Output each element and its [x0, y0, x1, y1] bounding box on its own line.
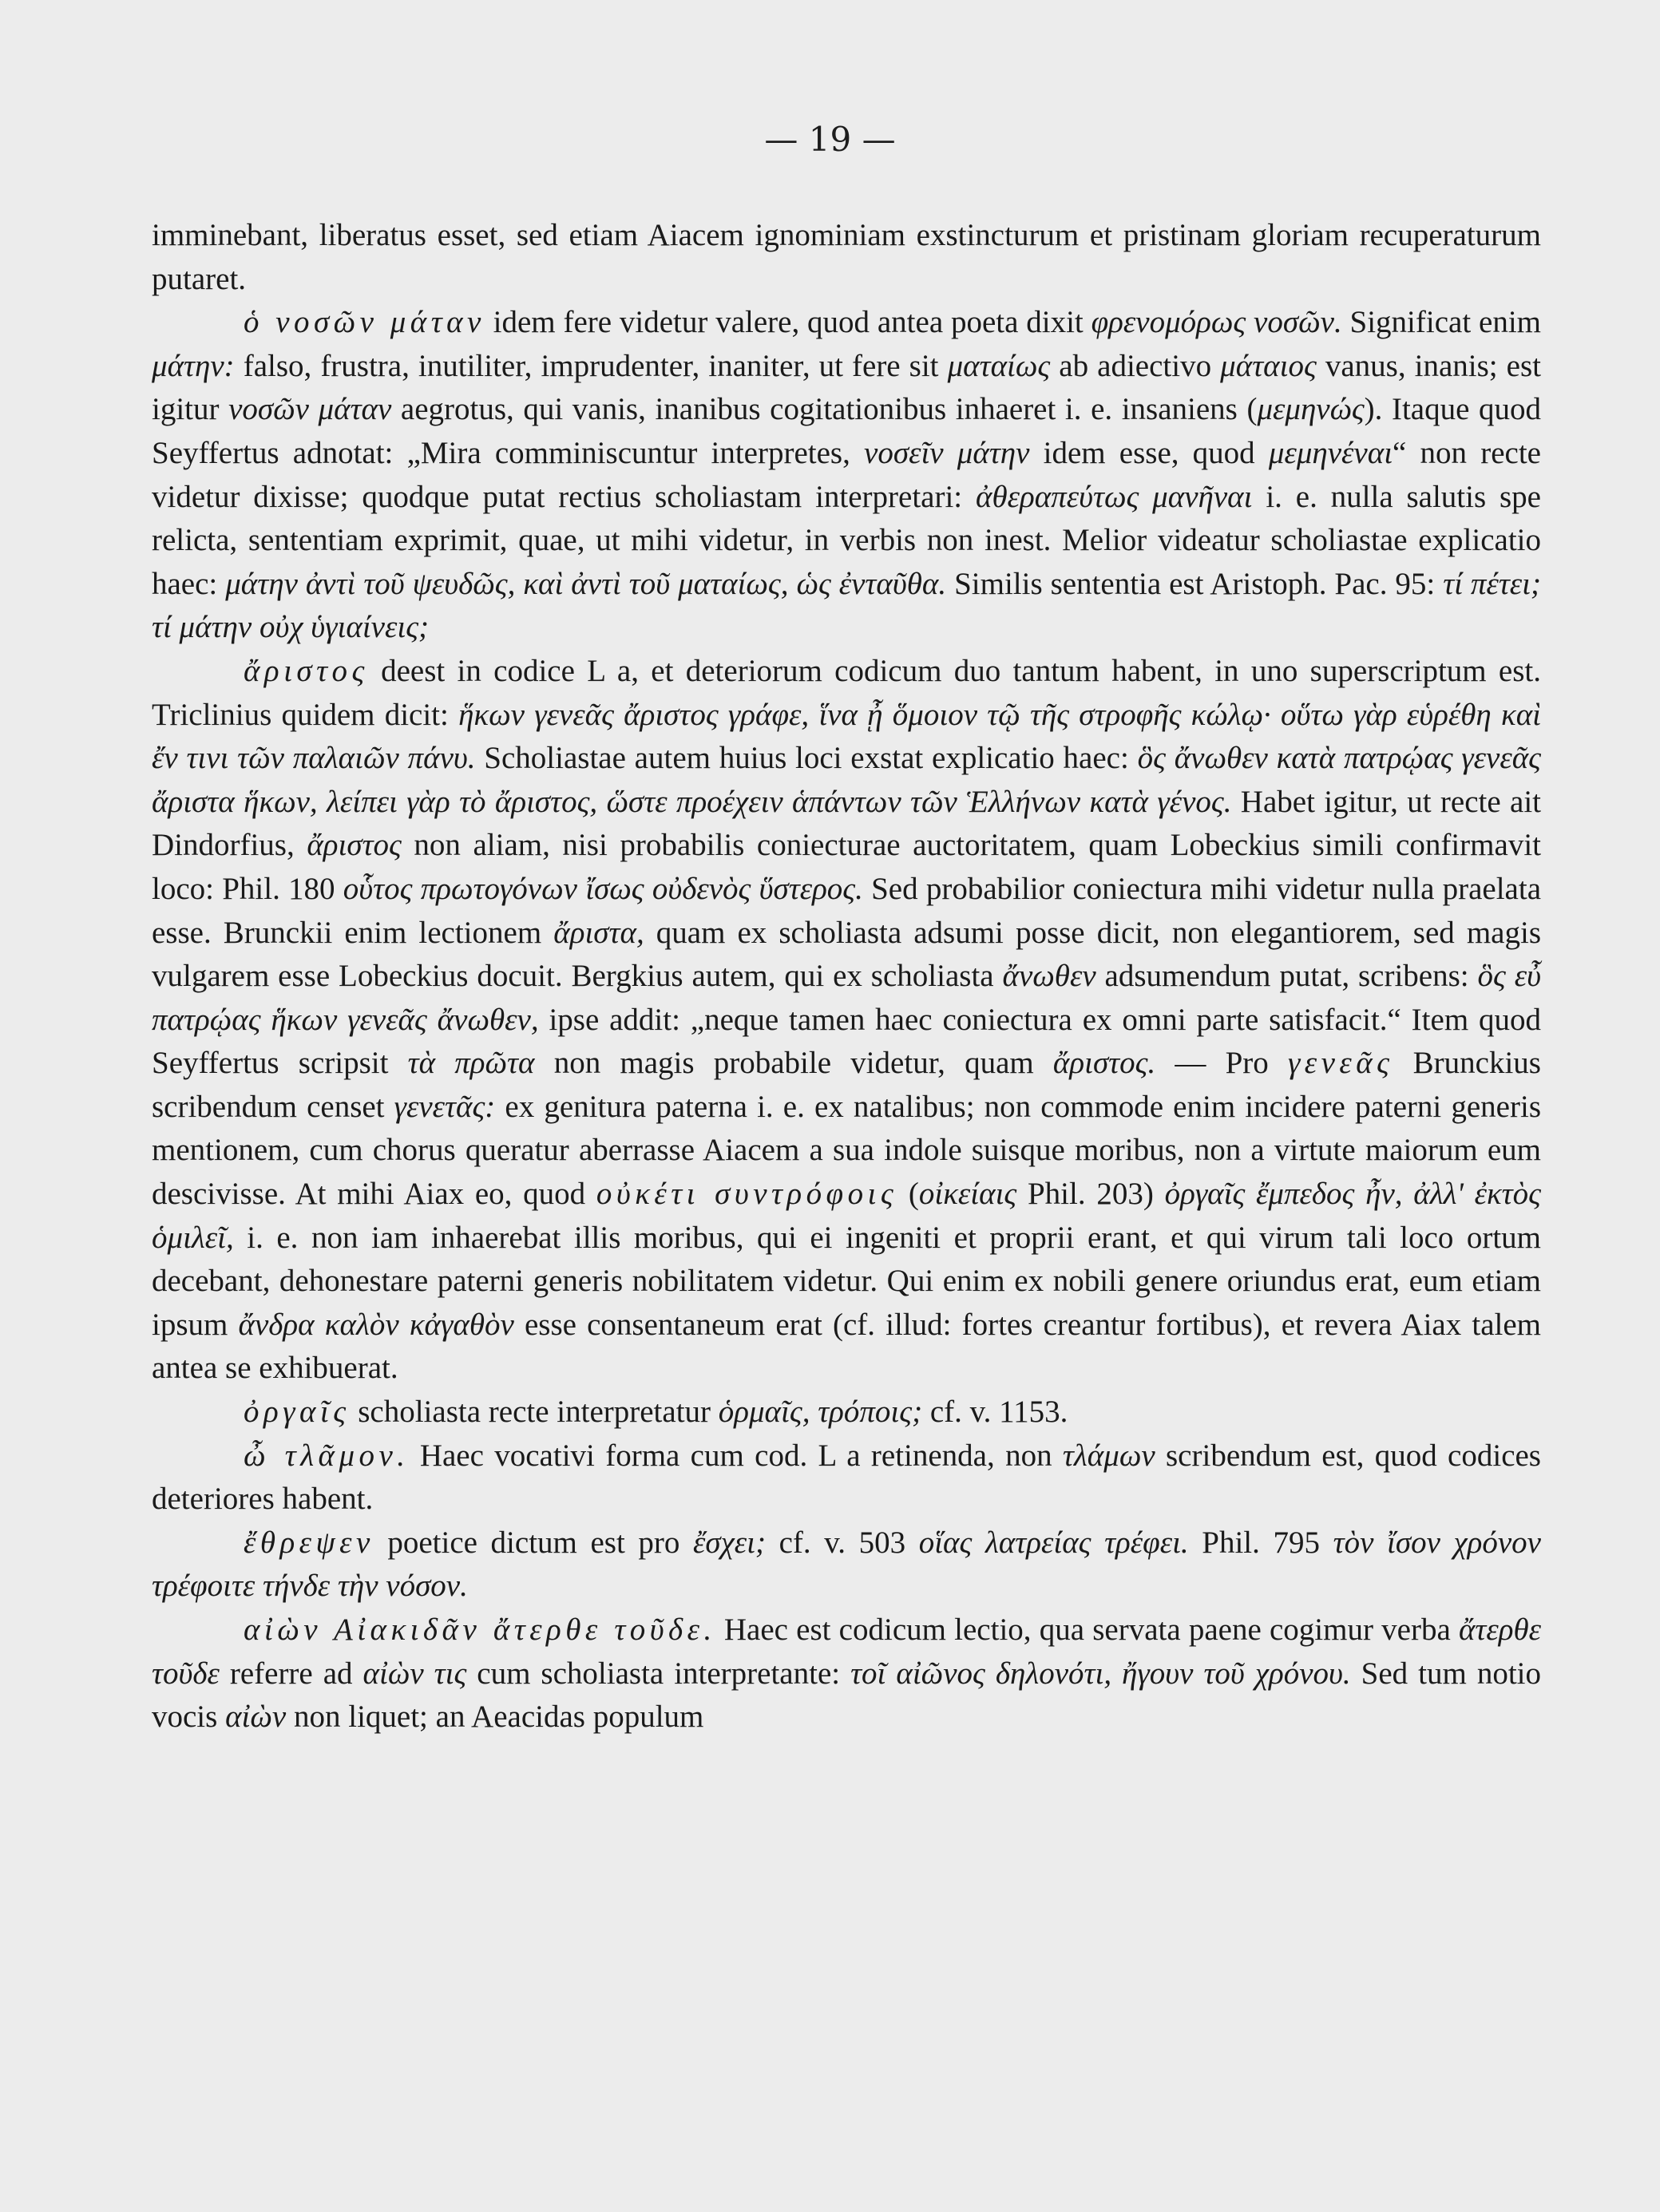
text-run: non liquet; an Aeacidas populum — [286, 1700, 704, 1735]
greek-quote: ὃς ἄνωθεν κατὰ πατρῴας γενεᾶς ἄριστα ἥκων, λείπει γὰρ τὸ ἄριστος, ὥστε προέχειν ἁπάντων τῶν Ἑλλήνων κατὰ γένος. — [152, 741, 1541, 819]
paragraph — [152, 1434, 1541, 1521]
text-run: falso, frustra, inutiliter, imprudenter, inaniter, ut fere sit — [234, 348, 948, 383]
paragraph — [152, 301, 1541, 650]
text-run: cf. v. 503 — [765, 1525, 919, 1560]
greek-quote: ἄνωθεν — [1002, 959, 1096, 994]
text-run: Scholiastae autem huius loci exstat explicatio haec: — [475, 741, 1138, 776]
text-run: i. e. non iam inhaerebat illis moribus, qui ei ingeniti et proprii erant, et qui virum tali loco ortum decebant, dehonestare paterni generis nobilitatem videtur. Qui enim ex nobili genere oriundus erat, eum etiam ipsum — [152, 1220, 1541, 1342]
lemma: ἄριστος — [244, 653, 369, 688]
text-run: poetice dictum est pro — [374, 1525, 694, 1560]
text-run: ( — [897, 1177, 919, 1212]
greek-quote: μεμηνέναι — [1268, 435, 1393, 470]
text-run: Phil. 203) — [1016, 1177, 1165, 1212]
paragraph — [152, 1521, 1541, 1609]
greek-quote: οἰκείαις — [918, 1177, 1017, 1212]
greek-quote: αἰὼν — [225, 1700, 287, 1735]
greek-quote: γενετᾶς: — [394, 1089, 496, 1124]
text-run: ipse addit: „neque tamen haec coniectura ex omni parte satisfacit.“ Item quod Seyffertus scripsit — [152, 1002, 1541, 1081]
greek-quote: οὗτος πρωτογόνων ἴσως οὐδενὸς ὕστερος. — [343, 871, 863, 906]
greek-quote: τί πέτει; τί μάτην οὐχ ὑγιαίνεις; — [152, 566, 1541, 645]
text-run: ). Itaque quod Seyffertus adnotat: „Mira comminiscuntur interpretes, — [152, 392, 1541, 470]
greek-quote: ἀθεραπεύτως μανῆναι — [976, 479, 1253, 514]
text-run: adsumendum putat, scribens: — [1095, 959, 1478, 994]
greek-quote: ἄριστος — [307, 828, 402, 863]
text-run: referre ad — [219, 1656, 363, 1691]
text-run: cum scholiasta interpretante: — [466, 1656, 851, 1691]
greek-quote: τοῖ αἰῶνος δηλονότι, ἤγουν τοῦ χρόνου. — [850, 1656, 1351, 1691]
paragraph — [152, 1391, 1541, 1434]
greek-quote: μάτην ἀντὶ τοῦ ψευδῶς, καὶ ἀντὶ τοῦ ματαίως, ὡς ἐνταῦθα. — [225, 566, 947, 601]
text-run: non magis probabile videtur, quam — [534, 1046, 1053, 1081]
greek-quote: μάτην: — [152, 348, 235, 383]
text-run: ab adiectivo — [1050, 348, 1221, 383]
greek-quote: ὀργαῖς ἔμπεδος ἦν, ἀλλ' ἐκτὸς ὁμιλεῖ, — [152, 1177, 1541, 1255]
greek-quote: τὰ πρῶτα — [407, 1046, 535, 1081]
text-run: “ non recte videtur dixisse; quodque putat rectius scholiastam interpretari: — [152, 435, 1541, 514]
lemma: αἰὼν Αἰακιδᾶν ἄτερθε τοῦδε. — [244, 1613, 716, 1647]
lemma: ὁ νοσῶν μάταν — [244, 305, 485, 340]
greek-quote: ὁρμαῖς, τρόποις; — [718, 1395, 923, 1430]
greek-quote: ἄτερθε τοῦδε — [152, 1613, 1541, 1691]
text-run: ex genitura paterna i. e. ex natalibus; non commode enim incidere paterni generis mentionem, cum chorus queratur aberrasse Aiacem a sua indole suisque moribus, non a virtute maiorum eum descivisse. At mihi Aiax eo, quod — [152, 1089, 1541, 1212]
page-number: — 19 — — [764, 120, 896, 159]
paragraph — [152, 214, 1541, 301]
text-run: idem esse, quod — [1029, 435, 1269, 470]
lemma: γενεᾶς — [1287, 1046, 1394, 1081]
lemma: ὀργαῖς — [244, 1395, 351, 1430]
text-run: non aliam, nisi probabilis coniecturae auctoritatem, quam Lobeckius simili confirmavit loco: Phil. 180 — [152, 828, 1541, 906]
greek-quote: ἄριστα, — [553, 915, 644, 950]
greek-quote: νοσεῖν μάτην — [864, 435, 1030, 470]
greek-quote: ἄνδρα καλὸν κἀγαθὸν — [238, 1307, 514, 1342]
text-run: Similis sententia est Aristoph. Pac. 95: — [946, 566, 1444, 601]
text-run: aegrotus, qui vanis, inanibus cogitationibus inhaeret i. e. insaniens ( — [391, 392, 1258, 427]
lemma: ἔθρεψεν — [244, 1525, 374, 1560]
greek-quote: τλάμων — [1062, 1438, 1155, 1473]
paragraph — [152, 650, 1541, 1391]
text-run: Haec vocativi forma cum cod. L a retinenda, non — [409, 1438, 1063, 1473]
text-run: scholiasta recte interpretatur — [350, 1395, 719, 1430]
greek-quote: νοσῶν μάταν — [228, 392, 392, 427]
text-run: Habet igitur, ut recte ait Dindorfius, — [152, 784, 1541, 863]
greek-quote: ματαίως — [947, 348, 1051, 383]
text-run: — Pro — [1155, 1046, 1288, 1081]
greek-quote: φρενομόρως νοσῶν. — [1091, 305, 1342, 340]
text-run: quam ex scholiasta adsumi posse dicit, non elegantiorem, sed magis vulgarem esse Lobeckius docuit. Bergkius autem, qui ex scholiasta — [152, 915, 1541, 994]
greek-quote: τὸν ἴσον χρόνον τρέφοιτε τήνδε τὴν νόσον. — [152, 1525, 1541, 1604]
greek-quote: οἵας λατρείας τρέφει. — [918, 1525, 1189, 1560]
text-run: Significat enim — [1341, 305, 1541, 340]
greek-quote: ἄριστος. — [1052, 1046, 1156, 1081]
text-run: scribendum est, quod codices deteriores habent. — [152, 1438, 1541, 1517]
text-run: i. e. nulla salutis spe relicta, sententiam exprimit, quae, ut mihi videtur, in verbis non inest. Melior videatur scholiastae explicatio haec: — [152, 479, 1541, 601]
lemma: οὐκέτι συντρόφοις — [596, 1177, 898, 1212]
greek-quote: ὃς εὖ πατρῴας ἥκων γενεᾶς ἄνωθεν, — [152, 959, 1541, 1037]
text-run: Phil. 795 — [1188, 1525, 1333, 1560]
text-run: imminebant, liberatus esset, sed etiam Aiacem ignominiam exstincturum et pristinam gloriam recuperaturum putaret. — [152, 218, 1541, 296]
greek-quote: ἔσχει; — [693, 1525, 766, 1560]
text-run: idem fere videtur valere, quod antea poeta dixit — [485, 305, 1091, 340]
text-run: vanus, inanis; est igitur — [152, 348, 1541, 427]
text-run: deest in codice L a, et deteriorum codicum duo tantum habent, in uno superscriptum est. Triclinius quidem dicit: — [152, 653, 1541, 732]
text-run: cf. v. 1153. — [922, 1395, 1068, 1430]
greek-quote: μάταιος — [1220, 348, 1317, 383]
text-run: Sed probabilior coniectura mihi videtur nulla praelata esse. Brunckii enim lectionem — [152, 871, 1542, 950]
body-text — [152, 214, 1541, 1739]
greek-quote: μεμηνώς — [1257, 392, 1365, 427]
text-run: Brunckius scribendum censet — [152, 1046, 1541, 1124]
text-run: esse consentaneum erat (cf. illud: fortes creantur fortibus), et revera Aiax talem antea se exhibuerat. — [152, 1307, 1541, 1386]
lemma: ὦ τλᾶμον. — [244, 1438, 410, 1473]
paragraph — [152, 1609, 1541, 1739]
greek-quote: ἥκων γενεᾶς ἄριστος γράφε, ἵνα ᾖ ὅμοιον τῷ τῆς στροφῆς κώλῳ· οὕτω γὰρ εὑρέθη καὶ ἔν τινι τῶν παλαιῶν πάνυ. — [152, 697, 1542, 776]
text-run: Haec est codicum lectio, qua servata paene cogimur verba — [715, 1613, 1459, 1647]
greek-quote: αἰὼν τις — [363, 1656, 467, 1691]
text-run: Sed tum notio vocis — [152, 1656, 1541, 1735]
